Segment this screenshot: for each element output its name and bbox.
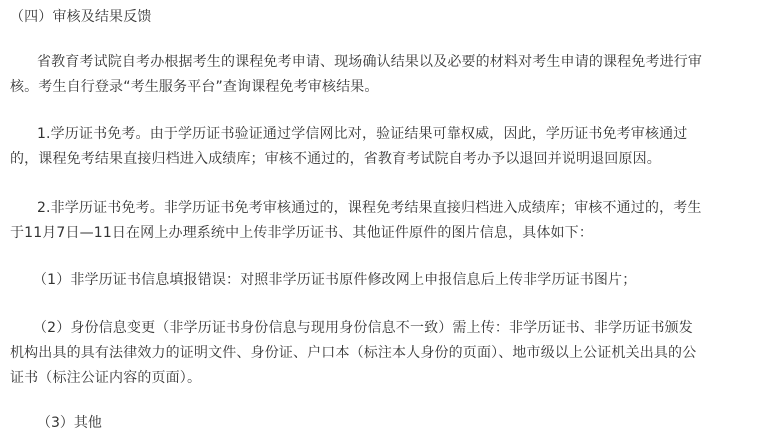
paragraph-2-line-2: 的，课程免考结果直接归档进入成绩库；审核不通过的，省教育考试院自考办予以退回并说明退回原因。 [10,151,661,167]
paragraph-1-line-1: 省教育考试院自考办根据考生的课程免考申请、现场确认结果以及必要的材料对考生申请的课程免考进行审 [37,54,703,70]
paragraph-5-line-3: 证书（标注公证内容的页面）。 [10,370,202,386]
cut-off-text [10,410,130,431]
paragraph-3-line-1: 2.非学历证书免考。非学历证书免考审核通过的，课程免考结果直接归档进入成绩库；审核不通过的，考生 [37,200,702,216]
paragraph-5-line-2: 机构出具的具有法律效力的证明文件、身份证、户口本（标注本人身份的页面）、地市级以上公证机关出具的公 [10,345,697,361]
paragraph-4-line-1: （1）非学历证书信息填报错误：对照非学历证书原件修改网上申报信息后上传非学历证书图片； [33,272,637,288]
paragraph-1-line-2: 核。考生自行登录“考生服务平台”查询课程免考审核结果。 [10,79,379,95]
cut-off-line: （3）其他 [37,415,102,431]
paragraph-5-line-1: （2）身份信息变更（非学历证书身份信息与现用身份信息不一致）需上传：非学历证书、非学历证书颁发 [33,320,693,336]
paragraph-2-line-1: 1.学历证书免考。由于学历证书验证通过学信网比对，验证结果可靠权威，因此，学历证书免考审核通过 [37,126,688,142]
paragraph-3-line-2: 于11月7日—11日在网上办理系统中上传非学历证书、其他证件原件的图片信息，具体如下： [10,225,593,241]
section-heading: （四）审核及结果反馈 [10,9,152,25]
